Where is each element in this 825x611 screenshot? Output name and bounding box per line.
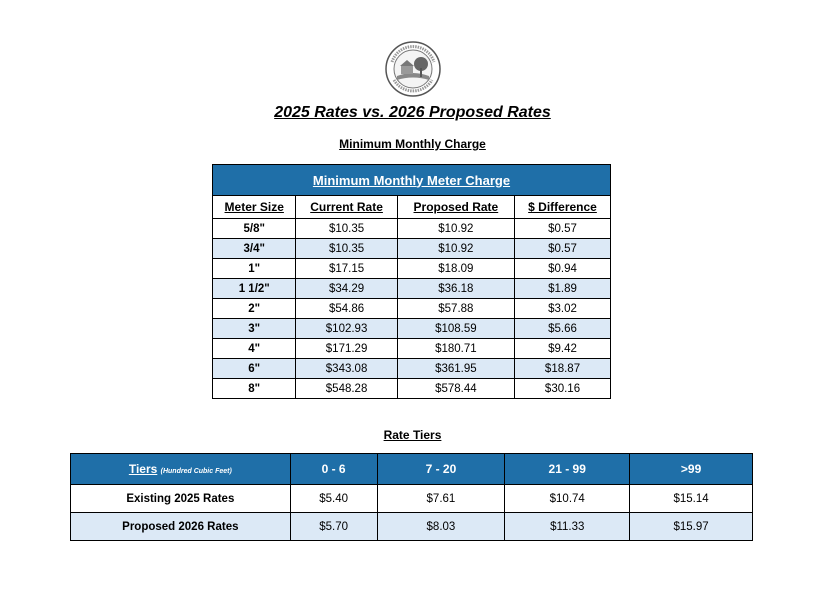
- proposed-rate: $578.44: [397, 379, 514, 399]
- tier-value: $7.61: [377, 485, 505, 513]
- header-tier-4: >99: [630, 454, 753, 485]
- proposed-rate: $18.09: [397, 259, 514, 279]
- meter-size: 4": [213, 339, 296, 359]
- proposed-rate: $108.59: [397, 319, 514, 339]
- proposed-rate: $36.18: [397, 279, 514, 299]
- meter-size: 3/4": [213, 239, 296, 259]
- table-row: [213, 319, 611, 339]
- tiers-label: Tiers: [128, 462, 158, 476]
- table-row: [213, 239, 611, 259]
- table-row: [213, 259, 611, 279]
- difference: $18.87: [515, 359, 611, 379]
- meter-size: 8": [213, 379, 296, 399]
- current-rate: $343.08: [296, 359, 397, 379]
- current-rate: $548.28: [296, 379, 397, 399]
- current-rate: $54.86: [296, 299, 397, 319]
- difference: $0.94: [515, 259, 611, 279]
- table-row: [213, 379, 611, 399]
- header-tier-3: 21 - 99: [505, 454, 630, 485]
- header-tier-1: 0 - 6: [290, 454, 377, 485]
- tier-value: $15.14: [630, 485, 753, 513]
- proposed-rate: $10.92: [397, 239, 514, 259]
- current-rate: $10.35: [296, 219, 397, 239]
- tier-value: $10.74: [505, 485, 630, 513]
- minimum-charge-title: Minimum Monthly Charge: [339, 137, 486, 151]
- current-rate: $17.15: [296, 259, 397, 279]
- tiers-sublabel: (Hundred Cubic Feet): [160, 468, 232, 475]
- current-rate: $171.29: [296, 339, 397, 359]
- difference: $3.02: [515, 299, 611, 319]
- table-caption: Minimum Monthly Meter Charge: [213, 165, 611, 196]
- difference: $0.57: [515, 219, 611, 239]
- tier-value: $8.03: [377, 513, 505, 541]
- table-row: [213, 299, 611, 319]
- difference: $1.89: [515, 279, 611, 299]
- meter-size: 1": [213, 259, 296, 279]
- current-rate: $34.29: [296, 279, 397, 299]
- header-tiers: [71, 454, 291, 485]
- proposed-rate: $180.71: [397, 339, 514, 359]
- table-row: [71, 513, 753, 541]
- difference: $0.57: [515, 239, 611, 259]
- minimum-meter-charge-table: [212, 164, 611, 399]
- row-label: Proposed 2026 Rates: [71, 513, 291, 541]
- table-row: [213, 219, 611, 239]
- document-title: 2025 Rates vs. 2026 Proposed Rates: [274, 104, 551, 121]
- proposed-rate: $10.92: [397, 219, 514, 239]
- tier-value: $5.70: [290, 513, 377, 541]
- header-proposed-rate: Proposed Rate: [397, 196, 514, 219]
- rate-tiers-title: Rate Tiers: [383, 428, 442, 442]
- header-difference: $ Difference: [515, 196, 611, 219]
- meter-size: 1 1/2": [213, 279, 296, 299]
- table-row: [71, 485, 753, 513]
- table-row: [213, 339, 611, 359]
- difference: $9.42: [515, 339, 611, 359]
- difference: $5.66: [515, 319, 611, 339]
- tier-value: $15.97: [630, 513, 753, 541]
- difference: $30.16: [515, 379, 611, 399]
- header-current-rate: Current Rate: [296, 196, 397, 219]
- header-meter-size: Meter Size: [213, 196, 296, 219]
- rate-tiers-table: [70, 453, 753, 541]
- meter-size: 6": [213, 359, 296, 379]
- tier-value: $5.40: [290, 485, 377, 513]
- current-rate: $102.93: [296, 319, 397, 339]
- meter-size: 2": [213, 299, 296, 319]
- meter-size: 5/8": [213, 219, 296, 239]
- tier-value: $11.33: [505, 513, 630, 541]
- proposed-rate: $361.95: [397, 359, 514, 379]
- meter-size: 3": [213, 319, 296, 339]
- district-seal: [384, 40, 442, 98]
- row-label: Existing 2025 Rates: [71, 485, 291, 513]
- header-tier-2: 7 - 20: [377, 454, 505, 485]
- current-rate: $10.35: [296, 239, 397, 259]
- table-row: [213, 279, 611, 299]
- table-row: [213, 359, 611, 379]
- proposed-rate: $57.88: [397, 299, 514, 319]
